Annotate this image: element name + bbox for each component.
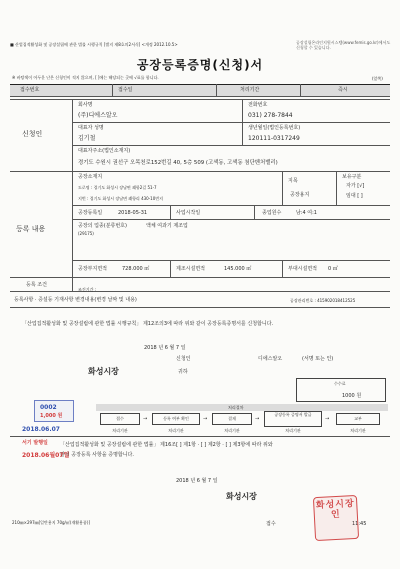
handler-3: 처리기관 — [224, 428, 240, 433]
ownership-own: 자가 [√] — [346, 183, 365, 189]
employees-value: 남:4 여:1 — [296, 210, 317, 216]
instruction-note: ※ 바탕색이 어두운 난은 신청인이 적지 않으며, [ ]에는 해당되는 곳에 √표를 합니다. — [12, 75, 159, 80]
birth-regno-label: 생년월일(법인등록번호) — [248, 125, 301, 131]
industry-value: 액체 여과기 제조업 — [146, 223, 188, 229]
handler-2: 처리기관 — [168, 428, 184, 433]
receipt-prefix: 접수 — [266, 521, 276, 527]
birth-regno-value: 120111-0317249 — [248, 135, 300, 142]
step-1: 접수 — [116, 416, 124, 421]
law-reference: ■ 산업집적활성화 및 공장설립에 관한 법률 시행규칙 [별지 제8호의2서식] <개정 2012.10.5> — [10, 42, 178, 47]
phone-value: 031) 278-7844 — [248, 112, 293, 119]
step-3: 결재 — [228, 416, 236, 421]
ownership-rent: 임대 [ ] — [346, 193, 363, 199]
handler-1: 처리기관 — [112, 428, 128, 433]
online-note: 공장설립온라인지원시스템(www.femis.go.kr)에서도 신청할 수 있습니다. — [296, 40, 391, 50]
stamp-date-2: 2018.06월07일 — [22, 452, 70, 459]
aux-area-value: 0 ㎡ — [328, 266, 338, 272]
phone-label: 전화번호 — [248, 102, 268, 108]
receipt-no-label: 접수번호 — [20, 87, 40, 93]
building-area-value: 145.000 ㎡ — [224, 266, 252, 272]
step-5: 교부 — [354, 416, 362, 421]
official-seal-icon: 화성시장인 — [313, 495, 359, 541]
applicant-sign-label: 신청인 — [176, 356, 191, 362]
applicant-section-label: 신청인 — [22, 130, 43, 138]
lot-address: 지번 : 경기도 화성시 장남면 쾌항리 430-10번지 — [78, 196, 163, 201]
receipt-time: 11:45 — [352, 521, 367, 527]
certification-date: 2018 년 6 월 7 일 — [176, 478, 218, 484]
aux-area-label: 부대시설면적 — [288, 266, 317, 272]
industry-label: 공장의 업종(분류번호) — [78, 223, 127, 229]
procedure-label: 처리절차 — [228, 405, 244, 410]
ownership-label: 보유구분 — [342, 174, 362, 180]
receipt-row — [10, 84, 390, 96]
request-date: 2018 년 6 월 7 일 — [144, 345, 186, 351]
paper-spec: 210㎜×297㎜[일반용지 70g/㎡(재활용품)] — [12, 520, 91, 525]
conditions-label: 등록 조건 — [26, 282, 47, 288]
recipient: 화성시장 — [88, 367, 119, 376]
page-side-tag: (앞쪽) — [372, 76, 383, 81]
certification-body-line1: 「산업집적활성화 및 공장설립에 관한 법률」 제16조[ ] 제1항 · [ ] 제2항 · [ ] 제3항에 따라 위와 — [60, 442, 273, 448]
sign-or-seal: (서명 또는 인) — [302, 356, 334, 362]
handler-4: 처리기관 — [285, 428, 301, 433]
receipt-date-label: 접수일 — [118, 87, 133, 93]
handler-5: 처리기관 — [350, 428, 366, 433]
land-category-label: 지목 — [288, 178, 298, 184]
company-name-value: (주)디에스알오 — [78, 112, 118, 119]
employees-label: 종업원수 — [262, 210, 282, 216]
representative-value: 김기철 — [78, 135, 96, 142]
applicant-sign-name: 디에스알오 — [258, 356, 283, 362]
issuer: 화성시장 — [226, 492, 257, 501]
request-body: 「산업집적활성화 및 공장설립에 관한 법률 시행규칙」 제12조의3에 따라 위와 같이 공장등록증명서를 신청합니다. — [22, 321, 274, 327]
change-history-label: 등록사항 · 증설등 기재사항 변경내용(변경 날짜 및 내용) — [14, 297, 137, 303]
arrow-icon: → — [203, 416, 208, 422]
company-name-label: 회사명 — [78, 102, 93, 108]
building-area-label: 제조시설면적 — [176, 266, 205, 272]
location-label: 공장소재지 — [78, 174, 103, 180]
processing-period-label: 처리기간 — [240, 87, 260, 93]
stamp-number: 0002 — [40, 404, 57, 411]
arrow-icon: → — [255, 416, 260, 422]
fee-value: 1000 원 — [342, 393, 362, 399]
registration-date-label: 공장등록일 — [78, 210, 103, 216]
site-area-value: 728.000 ㎡ — [122, 266, 150, 272]
document-title: 공장등록증명(신청)서 — [136, 58, 264, 72]
processing-period-value: 즉시 — [338, 87, 348, 93]
fee-label: 수수료 — [334, 381, 346, 386]
land-category-value: 공장용지 — [290, 192, 310, 198]
step-4: 공장등록 증명서 발급 — [274, 412, 312, 417]
representative-label: 대표자 성명 — [78, 125, 104, 131]
industry-code: (29175) — [78, 231, 94, 236]
conditions-period: 조건기간 : — [78, 287, 97, 292]
registration-date-value: 2018-05-31 — [118, 210, 148, 216]
stamp-amount: 1,000 원 — [40, 413, 63, 419]
certification-body-line2: 같이 공장등록 사항을 증명합니다. — [60, 452, 134, 458]
stamp-label: 서기 발행일 — [22, 440, 48, 446]
address-value: 경기도 수원시 권선구 오목천로152번길 40, 5층 509 (고색동, 고색동 첨단벤처밸리) — [78, 160, 278, 166]
step-2: 등록 여부 확인 — [163, 416, 189, 421]
arrow-icon: → — [325, 416, 330, 422]
recipient-suffix: 귀하 — [178, 369, 188, 375]
road-address: 도로명 : 경기도 화성시 장남면 쾌항2길 51-7 — [78, 185, 157, 190]
business-start-label: 사업시작일 — [176, 210, 201, 216]
address-label: 대표자주소(법인소재지) — [78, 148, 131, 154]
stamp-date: 2018.06.07 — [22, 426, 60, 433]
site-area-label: 공장부지면적 — [78, 266, 107, 272]
factory-section-label: 등록 내용 — [16, 225, 46, 233]
arrow-icon: → — [143, 416, 148, 422]
management-number: 공장관리번호 : 415902018412525 — [290, 298, 356, 303]
